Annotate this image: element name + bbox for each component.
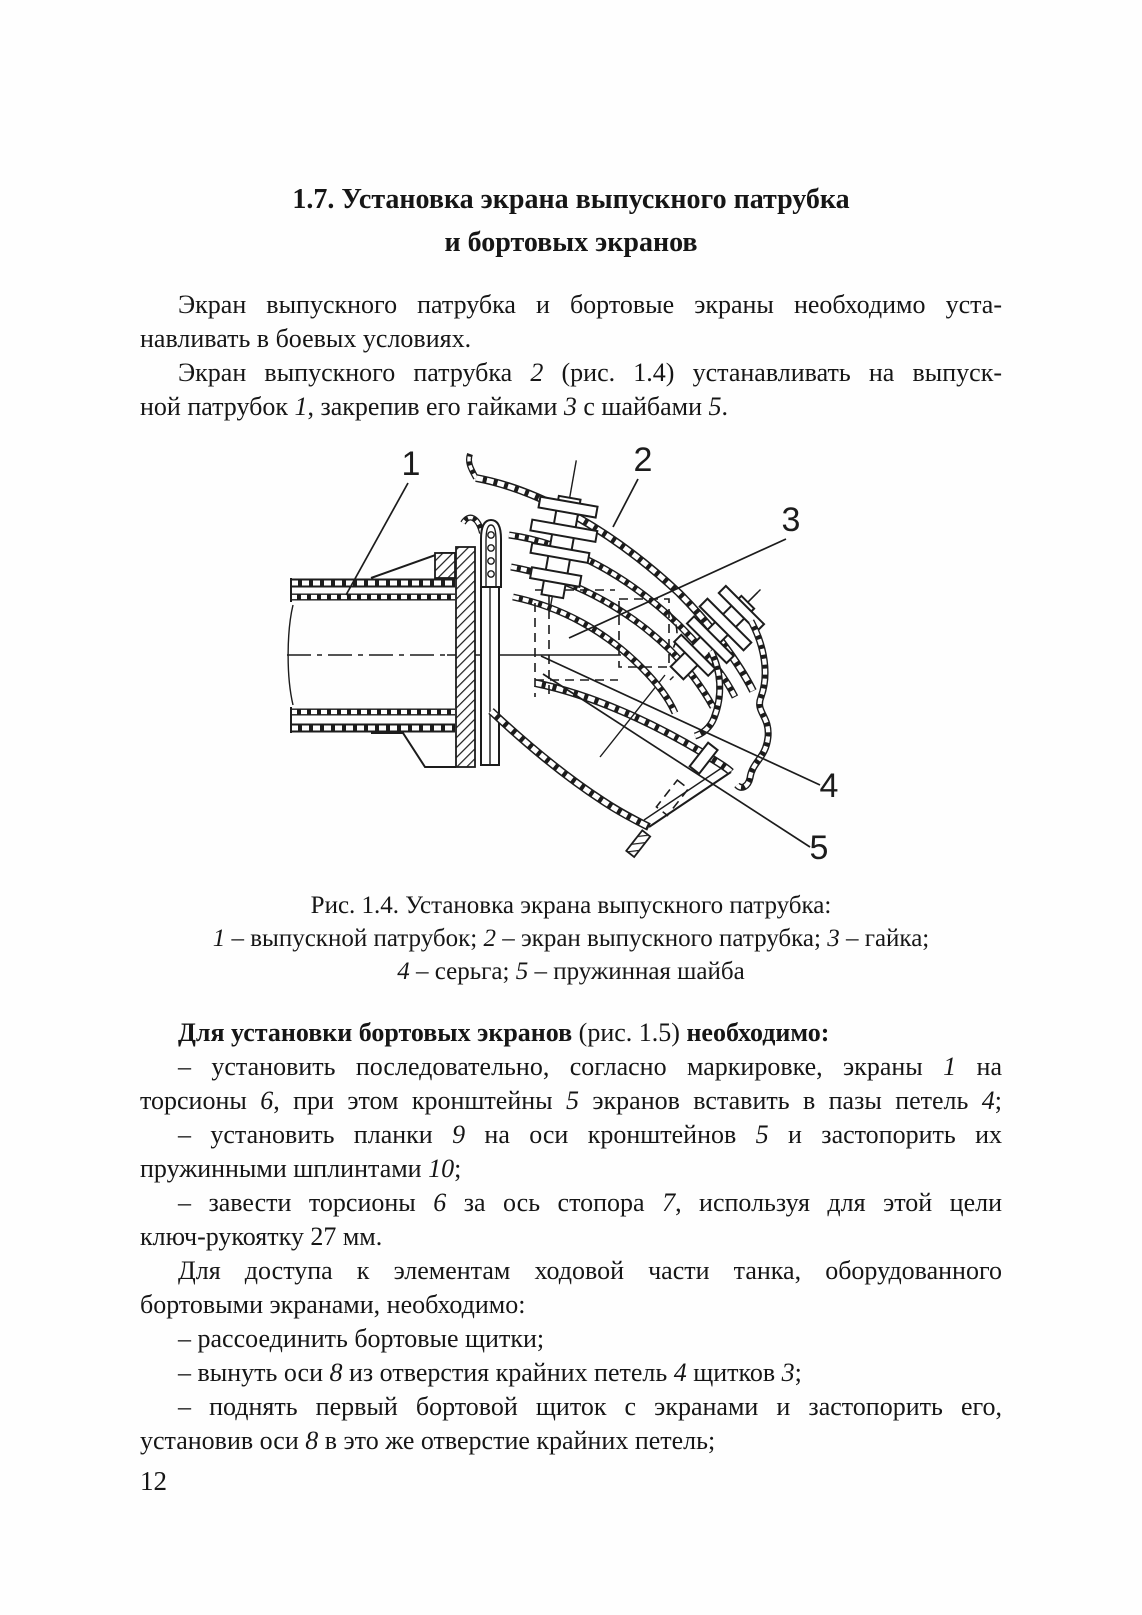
- figure-caption: [140, 889, 1002, 988]
- text-segment: ;: [994, 1086, 1002, 1115]
- elbow-pipe: [491, 675, 731, 857]
- text-segment: 5: [755, 1120, 769, 1149]
- text-segment: ;: [454, 1154, 462, 1183]
- text-segment: с шайбами: [576, 392, 709, 421]
- text-segment: – рассоединить бортовые щитки;: [178, 1324, 545, 1353]
- text-line: [140, 1084, 1002, 1118]
- text-segment: в это же отверстие крайних петель;: [318, 1426, 716, 1455]
- text-line: [140, 955, 1002, 988]
- text-segment: 10: [428, 1154, 455, 1183]
- text-segment: ;: [794, 1358, 802, 1387]
- text-segment: 1: [943, 1052, 957, 1081]
- figure-label-4: 4: [819, 767, 839, 805]
- text-segment: установив оси: [140, 1426, 306, 1455]
- text-segment: Рис. 1.4. Установка экрана выпускного патрубка:: [310, 892, 832, 919]
- text-segment: за ось стопора: [446, 1188, 663, 1217]
- text-segment: (рис. 1.5): [578, 1018, 687, 1047]
- text-line: [140, 1424, 1002, 1458]
- text-segment: – гайка;: [839, 925, 930, 952]
- text-segment: 6: [433, 1188, 447, 1217]
- text-segment: , закрепив его гайками: [307, 392, 564, 421]
- text-segment: – завести торсионы: [178, 1188, 434, 1217]
- text-segment: 4: [397, 958, 410, 985]
- text-segment: 5: [515, 958, 529, 985]
- figure-1-4: [283, 435, 865, 877]
- text-line: [140, 1322, 1002, 1356]
- body-paragraphs: [140, 1016, 1002, 1458]
- text-segment: 4: [673, 1358, 687, 1387]
- text-segment: 7: [662, 1188, 676, 1217]
- figure-label-5: 5: [809, 829, 829, 867]
- text-line: [140, 390, 1002, 424]
- text-line: [140, 356, 1002, 390]
- text-segment: 2: [483, 925, 496, 952]
- figure-label-2: 2: [633, 441, 653, 479]
- text-segment: 4: [981, 1086, 995, 1115]
- text-line: [140, 889, 1002, 922]
- text-segment: бортовыми экранами, необходимо:: [140, 1290, 526, 1319]
- text-segment: щитков: [686, 1358, 782, 1387]
- text-segment: экранов вставить в пазы петель: [579, 1086, 982, 1115]
- section-title-line-2: и бортовых экранов: [444, 227, 698, 258]
- text-line: [140, 1220, 1002, 1254]
- text-segment: – установить последовательно, согласно маркировке, экраны: [178, 1052, 944, 1081]
- text-line: [140, 1288, 1002, 1322]
- text-segment: – установить планки: [178, 1120, 453, 1149]
- text-segment: Для доступа к элементам ходовой части танка, оборудованного: [178, 1256, 1002, 1285]
- text-segment: 1: [294, 392, 308, 421]
- text-segment: 6: [260, 1086, 274, 1115]
- text-line: [140, 1186, 1002, 1220]
- leader-2: [613, 479, 638, 527]
- flange-plate: [456, 547, 475, 767]
- text-segment: 5: [708, 392, 722, 421]
- text-segment: ной патрубок: [140, 392, 295, 421]
- text-segment: 5: [566, 1086, 580, 1115]
- text-segment: – пружинная шайба: [528, 958, 745, 985]
- text-segment: навливать в боевых условиях.: [140, 324, 472, 353]
- text-segment: на: [956, 1052, 1002, 1081]
- text-segment: 1: [212, 925, 226, 952]
- text-segment: Экран выпускного патрубка: [178, 358, 531, 387]
- text-line: [140, 1390, 1002, 1424]
- intro-paragraphs: [140, 288, 1002, 424]
- text-segment: 3: [781, 1358, 795, 1387]
- figure-label-3: 3: [781, 501, 801, 539]
- text-segment: необходимо:: [686, 1018, 830, 1047]
- text-segment: 9: [452, 1120, 466, 1149]
- text-segment: – серьга;: [409, 958, 516, 985]
- text-segment: торсионы: [140, 1086, 261, 1115]
- technical-drawing: [283, 435, 865, 877]
- text-segment: , используя для этой цели: [675, 1188, 1002, 1217]
- leader-5: [543, 674, 810, 847]
- text-segment: и застопорить их: [768, 1120, 1002, 1149]
- text-segment: из отверстия крайних петель: [342, 1358, 674, 1387]
- section-title: [0, 178, 1142, 264]
- text-line: [140, 1050, 1002, 1084]
- text-segment: – выпускной патрубок;: [225, 925, 484, 952]
- text-segment: Для установки бортовых экранов: [178, 1018, 579, 1047]
- section-title-line-1: 1.7. Установка экрана выпускного патрубка: [292, 184, 850, 215]
- text-line: [140, 1152, 1002, 1186]
- text-line: [140, 1016, 1002, 1050]
- text-line: [140, 1118, 1002, 1152]
- text-segment: .: [721, 392, 729, 421]
- page-number: 12: [140, 1466, 167, 1496]
- text-line: [140, 322, 1002, 356]
- text-segment: 8: [329, 1358, 343, 1387]
- text-segment: 3: [563, 392, 577, 421]
- text-segment: ключ-рукоятку 27 мм.: [140, 1222, 383, 1251]
- text-segment: – вынуть оси: [178, 1358, 330, 1387]
- text-line: [140, 1356, 1002, 1390]
- text-segment: Экран выпускного патрубка и бортовые экраны необходимо уста-: [178, 290, 1002, 319]
- text-segment: 3: [827, 925, 840, 952]
- text-segment: пружинными шплинтами: [140, 1154, 429, 1183]
- text-line: [140, 288, 1002, 322]
- text-line: [140, 1254, 1002, 1288]
- text-segment: (рис. 1.4) устанавливать на выпуск-: [543, 358, 1002, 387]
- text-segment: 2: [530, 358, 544, 387]
- text-line: [140, 922, 1002, 955]
- text-segment: 8: [305, 1426, 319, 1455]
- text-segment: , при этом кронштейны: [273, 1086, 567, 1115]
- leader-1: [346, 483, 408, 595]
- figure-label-1: 1: [401, 445, 421, 483]
- text-segment: – поднять первый бортовой щиток с экранами и застопорить его,: [178, 1392, 1002, 1421]
- text-segment: на оси кронштейнов: [465, 1120, 756, 1149]
- text-segment: – экран выпускного патрубка;: [495, 925, 828, 952]
